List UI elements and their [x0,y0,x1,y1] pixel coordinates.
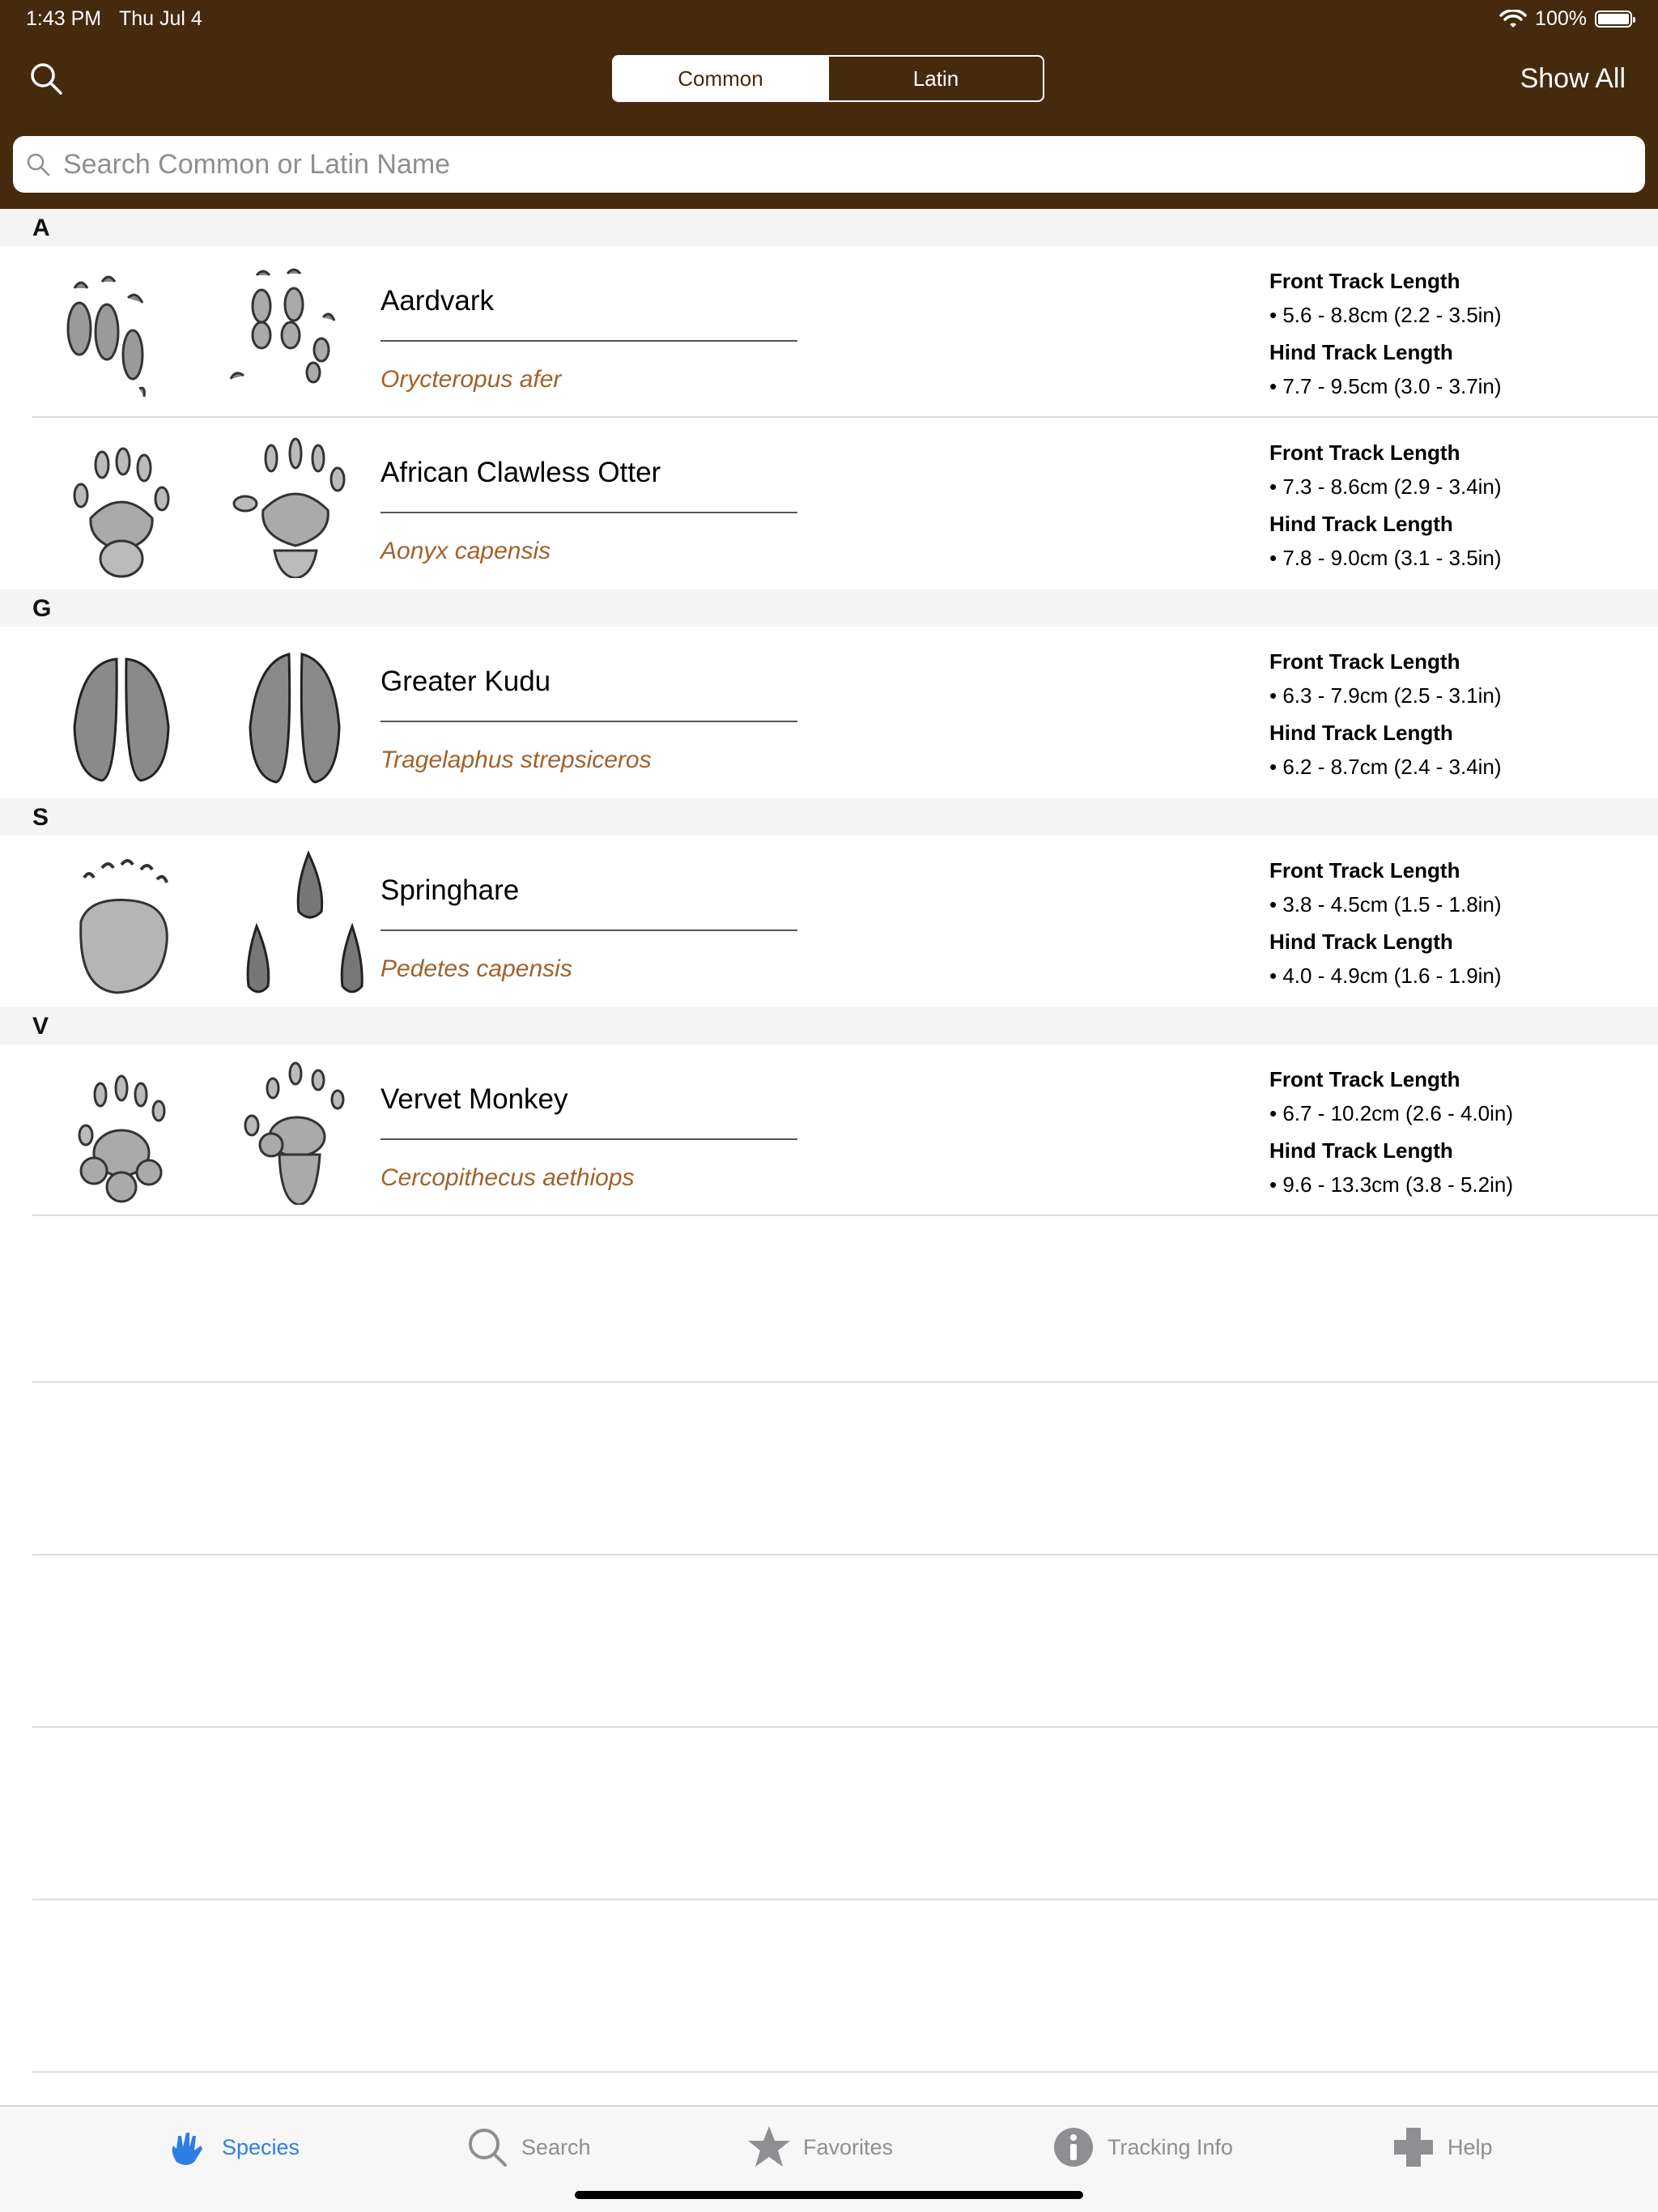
paw-hand-icon [165,2125,210,2170]
front-track-label: Front Track Length [1269,858,1460,883]
springhare-front-track-icon [49,847,194,996]
info-icon [1051,2125,1096,2170]
hind-track-label: Hind Track Length [1269,512,1453,536]
section-header-v: V [0,1007,1658,1044]
species-names [380,285,797,393]
common-name: Aardvark [380,285,797,342]
tab-label: Species [222,2134,300,2159]
front-track-value: • 3.8 - 4.5cm (1.5 - 1.8in) [1269,892,1502,917]
plus-cross-icon [1391,2125,1436,2170]
empty-row [32,1555,1658,1728]
species-names [380,666,797,774]
tab-favorites[interactable] [746,2125,893,2170]
front-track-label: Front Track Length [1269,440,1460,465]
springhare-hind-track-icon [223,847,368,996]
species-row-african-clawless-otter[interactable] [32,418,1658,589]
hind-track-value: • 6.2 - 8.7cm (2.4 - 3.4in) [1269,755,1502,779]
hind-track-label: Hind Track Length [1269,929,1453,954]
aardvark-front-track-icon [49,257,194,406]
section-header-g: G [0,589,1658,627]
star-icon [746,2125,792,2170]
latin-name: Pedetes capensis [380,955,572,982]
empty-row [32,1210,1658,1383]
latin-name: Aonyx capensis [380,538,551,564]
latin-name: Tragelaphus strepsiceros [380,747,652,773]
hind-track-label: Hind Track Length [1269,1138,1453,1163]
track-measurements [1269,853,1626,996]
front-track-value: • 6.7 - 10.2cm (2.6 - 4.0in) [1269,1101,1514,1125]
empty-table-area [32,1210,1658,2073]
vervet-hind-track-icon [223,1056,368,1205]
front-track-label: Front Track Length [1269,269,1460,293]
species-row-springhare[interactable] [32,836,1658,1007]
tab-tracking-info[interactable] [1051,2125,1233,2170]
search-bar[interactable] [13,136,1645,193]
show-all-button[interactable]: Show All [1520,63,1626,94]
tab-help[interactable] [1391,2125,1493,2170]
empty-row [32,1728,1658,1900]
tab-search[interactable] [465,2125,591,2170]
section-header-s: S [0,798,1658,836]
track-measurements [1269,264,1626,406]
species-list [0,209,1658,1216]
status-bar [0,0,1658,37]
common-name: Springhare [380,874,797,931]
empty-row [32,1900,1658,2073]
segment-latin[interactable]: Latin [827,57,1043,100]
species-names [380,457,797,565]
common-name: Vervet Monkey [380,1083,797,1140]
home-indicator [575,2191,1083,2199]
tab-label: Search [521,2134,591,2159]
navigation-header [0,0,1658,209]
common-name: Greater Kudu [380,666,797,722]
hind-track-value: • 9.6 - 13.3cm (3.8 - 5.2in) [1269,1172,1514,1197]
common-name: African Clawless Otter [380,457,797,513]
vervet-front-track-icon [49,1056,194,1205]
search-input[interactable] [62,148,1603,181]
track-measurements [1269,1062,1626,1205]
aardvark-hind-track-icon [223,257,368,406]
status-right [1499,7,1632,31]
hind-track-value: • 7.8 - 9.0cm (3.1 - 3.5in) [1269,546,1502,570]
tab-species[interactable] [165,2125,300,2170]
otter-front-track-icon [49,429,194,578]
species-row-vervet-monkey[interactable] [32,1044,1658,1216]
front-track-label: Front Track Length [1269,649,1460,674]
species-names [380,1083,797,1192]
track-measurements [1269,436,1626,578]
hind-track-label: Hind Track Length [1269,721,1453,745]
kudu-hind-track-icon [223,638,368,787]
hind-track-value: • 4.0 - 4.9cm (1.6 - 1.9in) [1269,963,1502,988]
tab-label: Tracking Info [1107,2134,1234,2159]
front-track-value: • 7.3 - 8.6cm (2.9 - 3.4in) [1269,474,1502,499]
search-icon [465,2125,510,2170]
status-date: Thu Jul 4 [119,7,202,30]
status-time: 1:43 PM [26,7,102,30]
battery-icon [1595,11,1632,28]
segment-common[interactable]: Common [614,57,827,100]
magnifier-icon [26,152,50,177]
name-type-segmented-control [612,55,1044,102]
front-track-label: Front Track Length [1269,1067,1460,1091]
front-track-value: • 6.3 - 7.9cm (2.5 - 3.1in) [1269,683,1502,708]
tab-label: Favorites [803,2134,894,2159]
kudu-front-track-icon [49,638,194,787]
latin-name: Cercopithecus aethiops [380,1164,635,1191]
hind-track-label: Hind Track Length [1269,340,1453,364]
hind-track-value: • 7.7 - 9.5cm (3.0 - 3.7in) [1269,374,1502,398]
species-row-greater-kudu[interactable] [32,627,1658,798]
latin-name: Orycteropus afer [380,366,562,393]
wifi-icon [1499,10,1527,29]
track-measurements [1269,644,1626,787]
battery-percent: 100% [1535,7,1587,30]
search-icon[interactable] [29,62,63,96]
front-track-value: • 5.6 - 8.8cm (2.2 - 3.5in) [1269,303,1502,327]
empty-row [32,1383,1658,1555]
species-row-aardvark[interactable] [32,246,1658,418]
species-names [380,874,797,983]
section-header-a: A [0,209,1658,246]
otter-hind-track-icon [223,429,368,578]
tab-label: Help [1448,2134,1493,2159]
